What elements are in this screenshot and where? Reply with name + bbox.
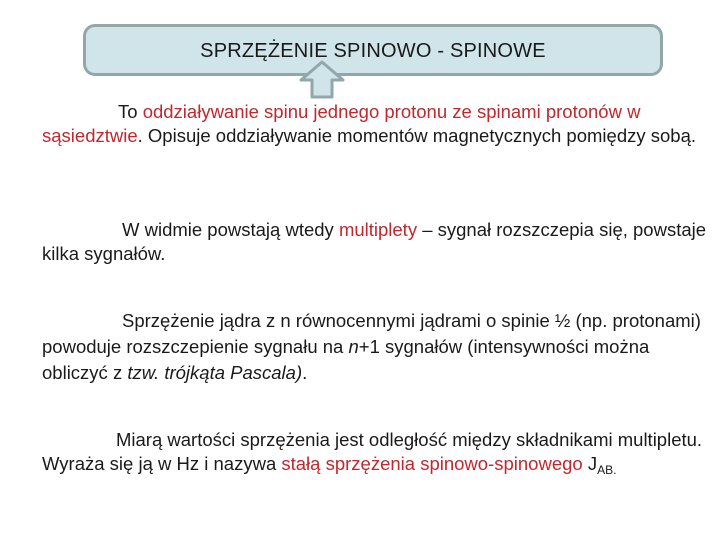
paragraph-definition xyxy=(42,100,712,148)
p3-n: n xyxy=(348,336,359,357)
p4-subscript: AB. xyxy=(597,463,617,477)
paragraph-multiplets xyxy=(42,218,712,266)
p2-post: – sygnał rozszczepia się, powstaje kilka sygnałów. xyxy=(42,219,707,264)
slide-title: SPRZĘŻENIE SPINOWO - SPINOWE xyxy=(200,40,546,62)
p3-pre: Sprzężenie jądra z n równocennymi jądrami o spinie ½ (np. protonami) powoduje rozszczepienie sygnału na xyxy=(42,310,701,357)
title-box xyxy=(83,24,663,76)
p1-highlight: oddziaływanie spinu jednego protonu ze spinami protonów w sąsiedztwie xyxy=(42,101,641,146)
p1-intro: To xyxy=(118,101,143,122)
p4-highlight: stałą sprzężenia spinowo-spinowego xyxy=(281,453,583,474)
p2-pre: W widmie powstają wtedy xyxy=(122,219,339,240)
p3-pascal: tzw. trójkąta Pascala) xyxy=(127,362,303,383)
p2-highlight: multiplety xyxy=(338,219,418,240)
paragraph-coupling-rule xyxy=(42,308,712,386)
p3-end: . xyxy=(302,362,308,383)
p1-rest: . Opisuje oddziaływanie momentów magnetycznych pomiędzy sobą. xyxy=(137,125,697,146)
paragraph-coupling-constant xyxy=(42,428,712,482)
p3-mid: +1 sygnałów (intensywności można obliczyć z xyxy=(42,336,650,383)
p4-pre: Miarą wartości sprzężenia jest odległość między składnikami multipletu. Wyraża się ją w Hz i nazywa xyxy=(42,429,703,474)
p4-j: J xyxy=(582,453,598,474)
up-arrow-icon xyxy=(299,60,345,98)
